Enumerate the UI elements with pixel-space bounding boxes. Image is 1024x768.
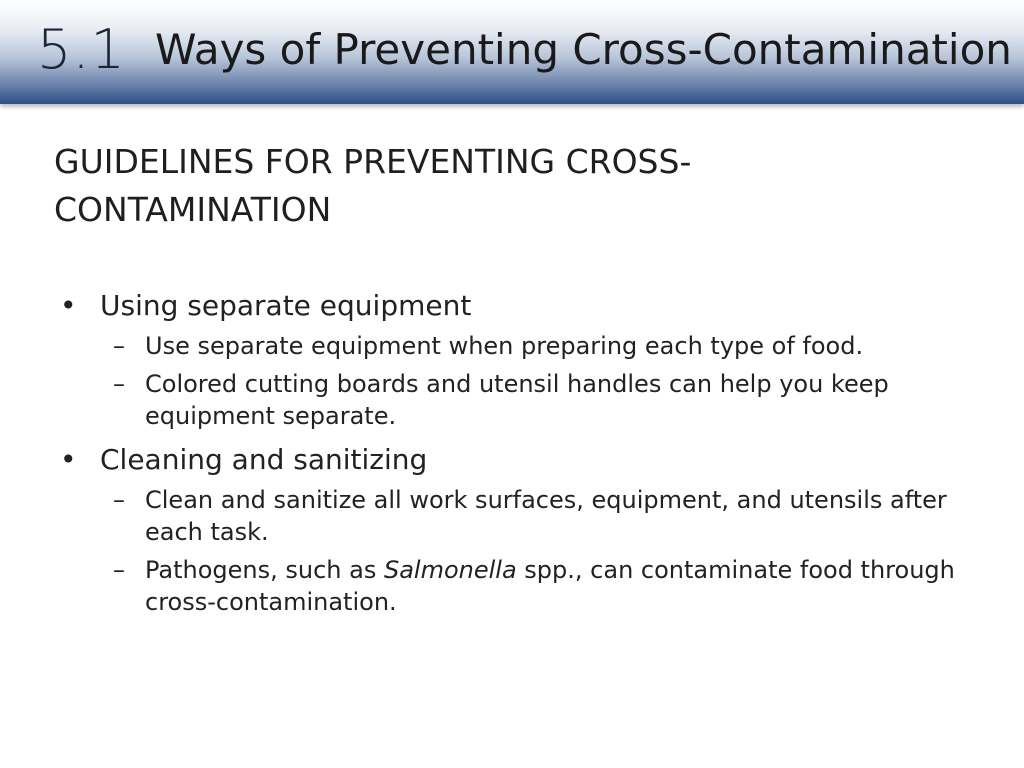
sub-item-text-end: spp., can contaminate food through cross-contamination. xyxy=(145,556,955,616)
bullet-item xyxy=(60,288,960,324)
sub-item-text: Use separate equipment when preparing each type of food. xyxy=(145,332,864,360)
dash-marker: – xyxy=(113,332,125,360)
bullet-text: Using separate equipment xyxy=(100,289,472,322)
organism-name: Salmonella xyxy=(383,556,517,584)
dash-marker: – xyxy=(113,370,125,398)
slide-title: Ways of Preventing Cross-Contamination xyxy=(155,25,1012,74)
sub-item-text-start: Pathogens, such as xyxy=(145,556,384,584)
sub-item xyxy=(60,554,960,618)
dash-marker: – xyxy=(113,556,125,584)
sub-item xyxy=(60,330,960,362)
sub-list xyxy=(60,330,960,432)
sub-item-text: Colored cutting boards and utensil handles can help you keep equipment separate. xyxy=(145,370,889,430)
section-number: 5.1 xyxy=(37,18,126,81)
sub-list xyxy=(60,484,960,618)
slide-heading: GUIDELINES FOR PREVENTING CROSS-CONTAMINATION xyxy=(54,142,692,229)
bullet-list xyxy=(60,284,960,628)
bullet-text: Cleaning and sanitizing xyxy=(100,443,428,476)
dash-marker: – xyxy=(113,486,125,514)
bullet-marker: • xyxy=(60,289,77,322)
sub-item-text: Clean and sanitize all work surfaces, equipment, and utensils after each task. xyxy=(145,486,947,546)
bullet-marker: • xyxy=(60,443,77,476)
bullet-item xyxy=(60,442,960,478)
sub-item xyxy=(60,368,960,432)
sub-item xyxy=(60,484,960,548)
